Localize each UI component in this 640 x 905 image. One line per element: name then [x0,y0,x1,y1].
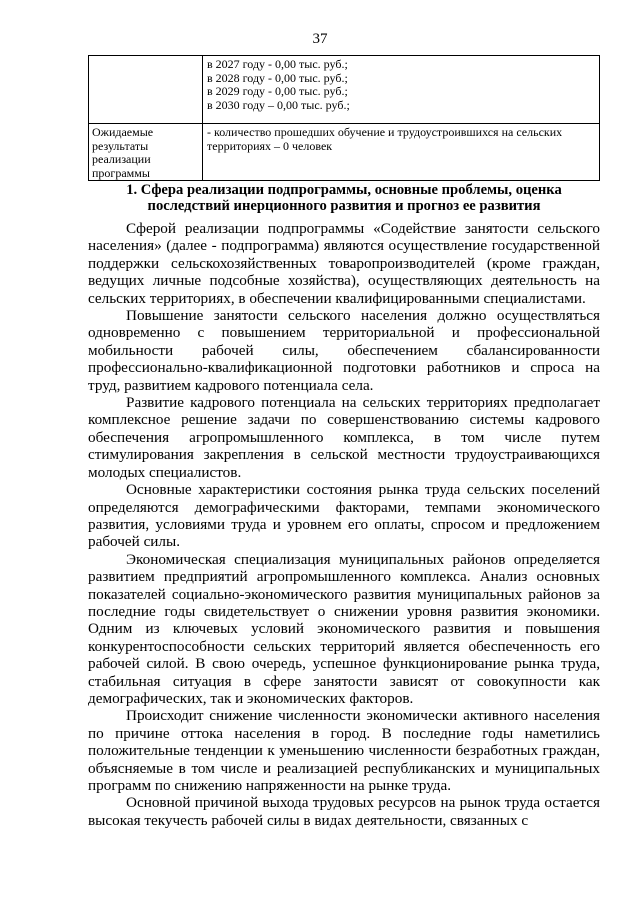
section-heading-line: 1. Сфера реализации подпрограммы, основные проблемы, оценка [126,182,562,198]
section-body [88,220,600,829]
page-number: 37 [312,31,328,47]
table-cell-expected-results-label [89,124,203,181]
body-paragraph: Повышение занятости сельского населения должно осуществляться одновременно с повышением территориальной и профессиональной мобильности рабочей силы, обеспечением сбалансированности профессионально-квалификационной подготовки работников и спроса на труд, развитием кадрового потенциала села. [88,307,600,394]
table-cell-expected-results-value: - количество прошедших обучение и трудоустроившихся на сельских территориях – 0 человек [203,124,600,181]
funding-line-2027: в 2027 году - 0,00 тыс. руб.; [207,57,348,71]
funding-line-2029: в 2029 году - 0,00 тыс. руб.; [207,84,348,98]
table-cell-funding-values [203,56,600,124]
table-row-expected-results [89,124,600,181]
funding-line-2028: в 2028 году - 0,00 тыс. руб.; [207,70,348,85]
body-paragraph: Сферой реализации подпрограммы «Содействие занятости сельского населения» (далее - подпрограмма) являются осуществление государственной поддержки сельскохозяйственных товаропроизводителей (кроме граждан, ведущих личные подсобные хозяйства), осуществляющих деятельность на сельских территориях, в обеспечении квалифицированными специалистами. [88,220,600,307]
table-cell-funding-label [89,56,203,124]
body-paragraph: Экономическая специализация муниципальных районов определяется развитием предприятий агропромышленного комплекса. Анализ основных показателей социально-экономического развития муниципальных районов за последние годы свидетельствует о снижении уровня развития экономики. Одним из ключевых условий экономического развития и повышения конкурентоспособности сельских территорий является обеспеченность его рабочей силой. В свою очередь, успешное функционирование рынка труда, стабильная ситуация в сфере занятости зависят от совокупности как демографических, так и экономических факторов. [88,550,600,707]
table-row-funding [89,56,600,124]
body-paragraph: Развитие кадрового потенциала на сельских территориях предполагает комплексное решение задачи по совершенствованию системы кадрового обеспечения агропромышленного комплекса, в том числе путем стимулирования закрепления в сельской местности трудоустраивающихся молодых специалистов. [88,394,600,481]
expected-results-label-line: результаты [92,138,149,153]
section-heading-line: последствий инерционного развития и прогноз ее развития [147,198,541,214]
body-paragraph: Основные характеристики состояния рынка труда сельских поселений определяются демографическими факторами, темпами экономического развития, условиями труда и уровнем его оплаты, спросом и предложением рабочей силы. [88,481,600,551]
section-heading [88,182,600,214]
funding-line-2030: в 2030 году – 0,00 тыс. руб.; [207,97,350,112]
body-paragraph: Основной причиной выхода трудовых ресурсов на рынок труда остается высокая текучесть рабочей силы в видах деятельности, связанных с [88,794,600,829]
body-paragraph: Происходит снижение численности экономически активного населения по причине оттока населения в город. В последние годы наметились положительные тенденции к уменьшению численности безработных граждан, объясняемые в том числе и реализацией республиканских и муниципальных программ по снижению напряженности на рынке труда. [88,707,600,794]
expected-results-label-line: Ожидаемые [92,125,154,139]
expected-results-label-line: программы [92,165,150,180]
program-passport-table [88,55,600,181]
expected-results-label-line: реализации [92,152,151,166]
